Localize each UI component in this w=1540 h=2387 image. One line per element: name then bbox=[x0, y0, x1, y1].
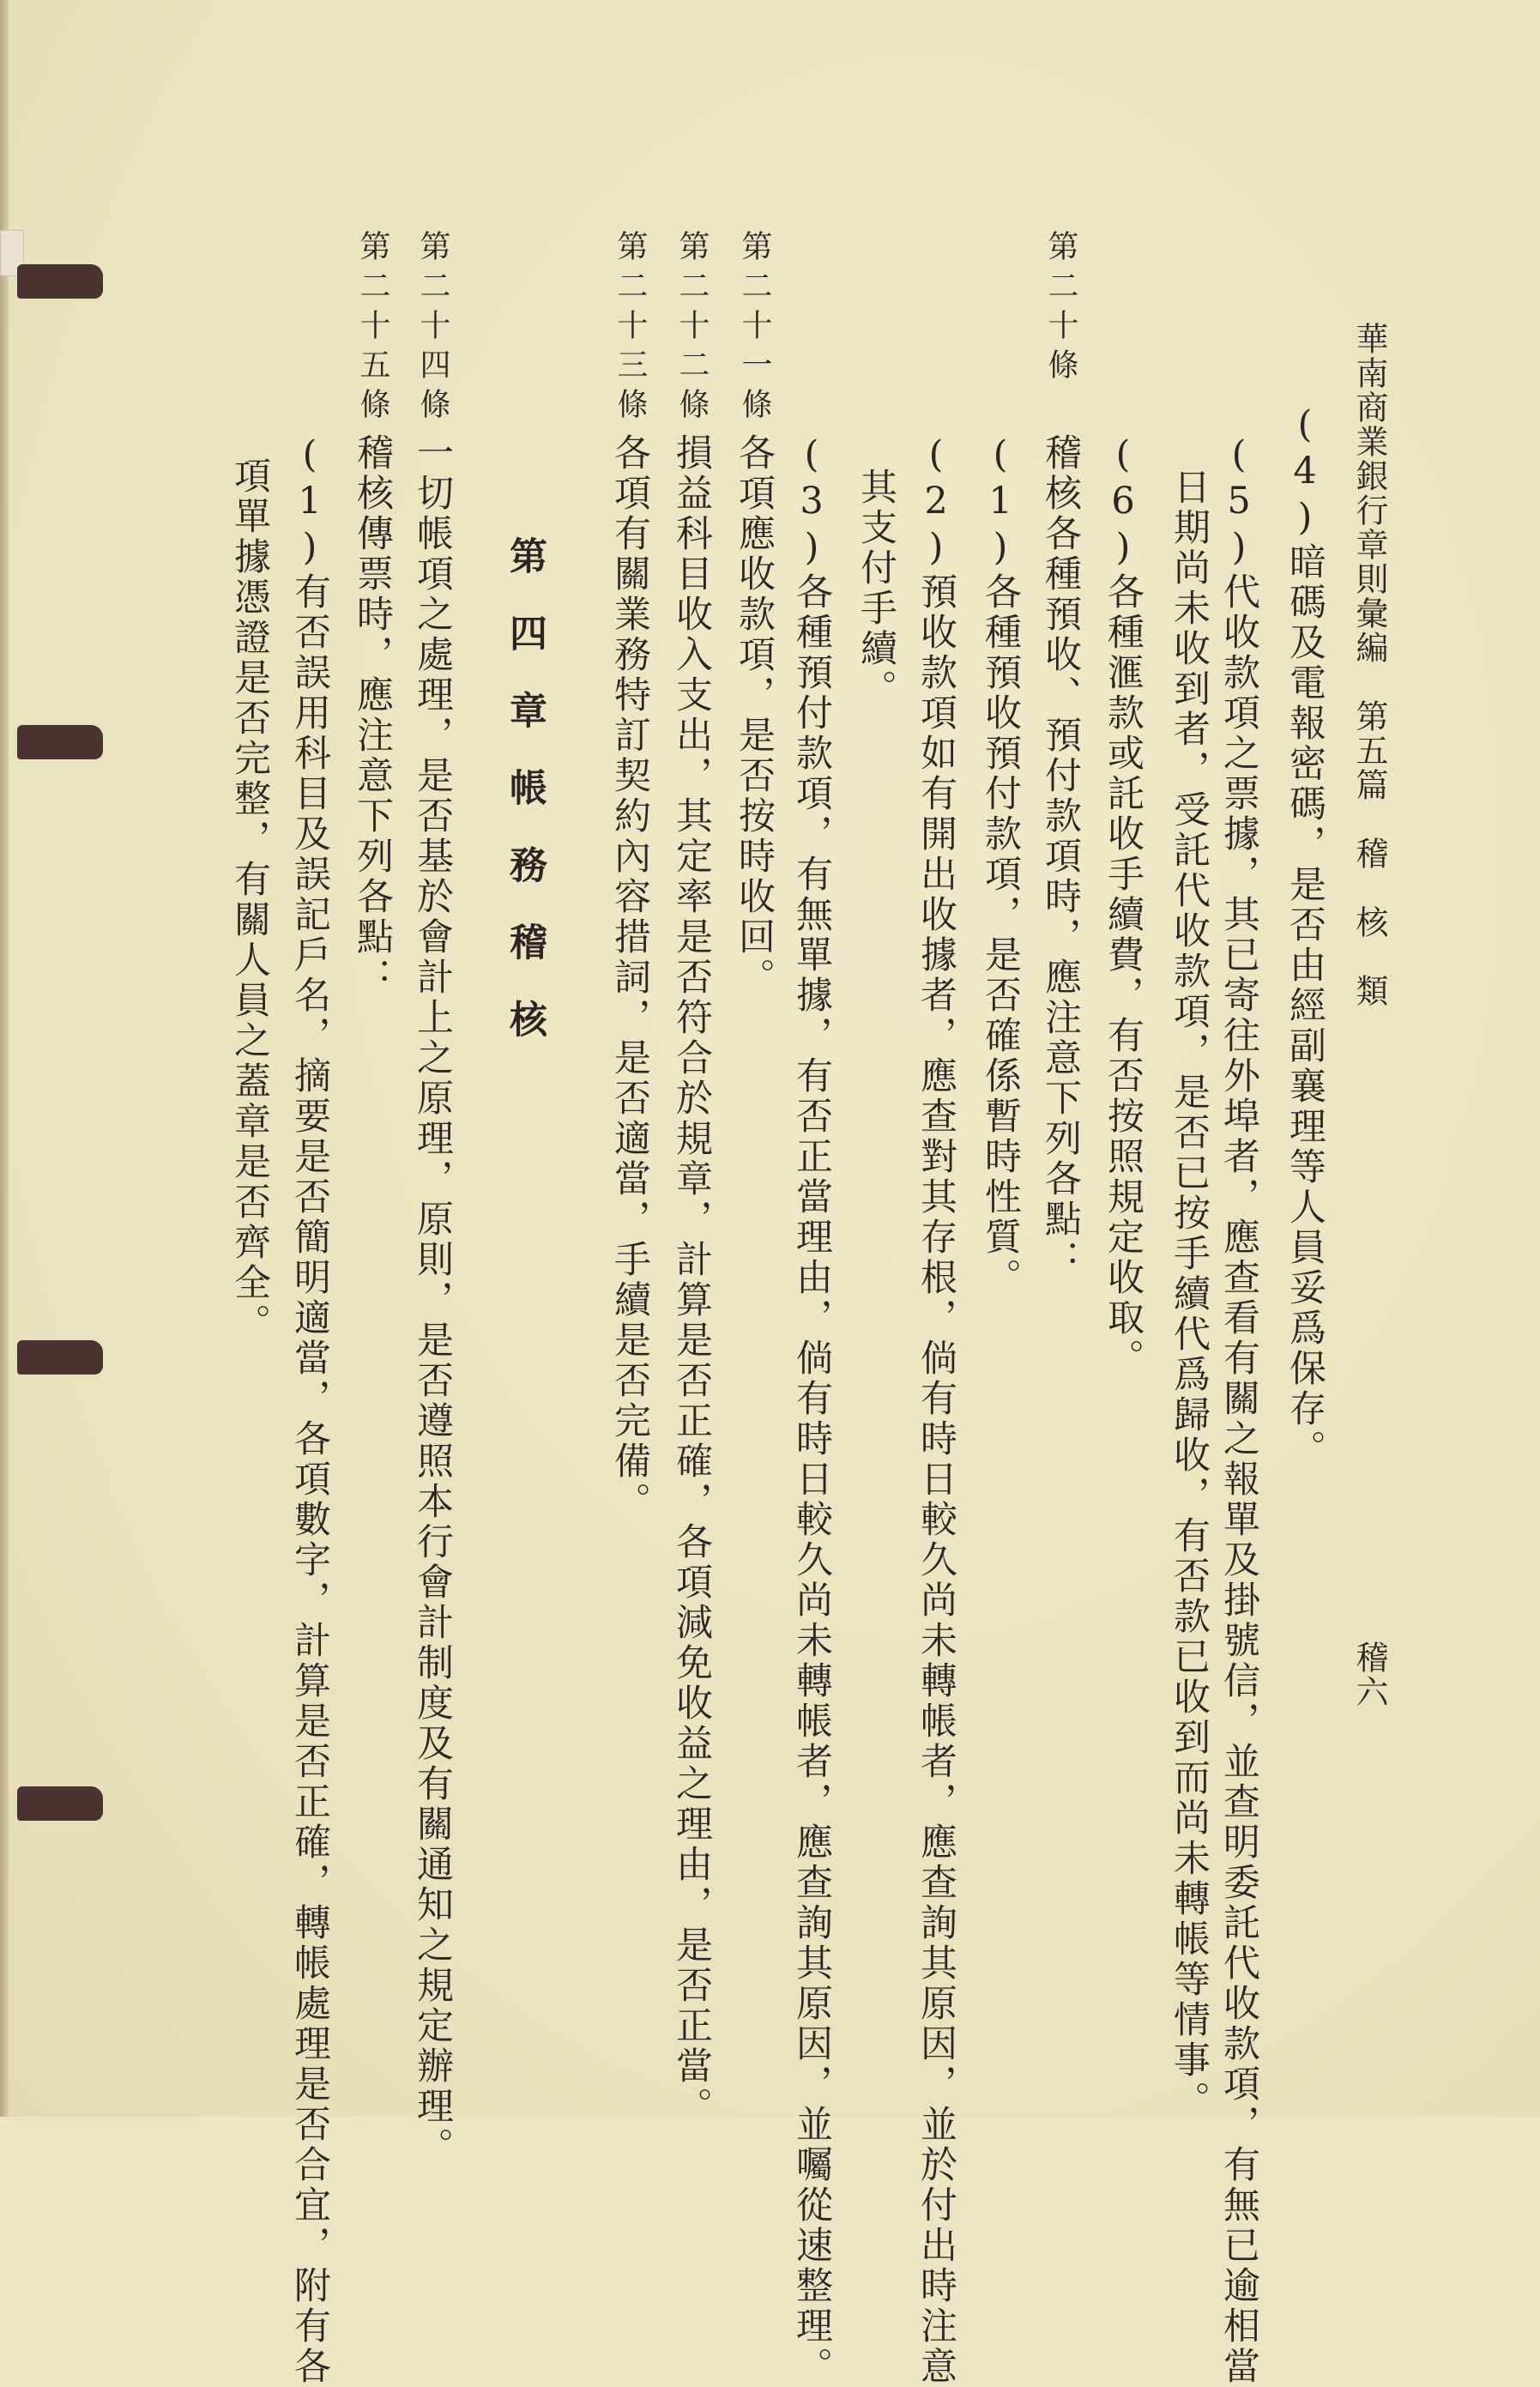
article-23-label: 第二十三條 bbox=[613, 230, 648, 427]
article-24-label: 第二十四條 bbox=[415, 230, 450, 427]
article-22-label: 第二十二條 bbox=[674, 230, 710, 427]
binding-spine bbox=[0, 0, 9, 2117]
running-header bbox=[1347, 322, 1392, 1008]
article-24-text: 一切帳項之處理，是否基於會計上之原理，原則，是否遵照本行會計制度及有關通知之規定辦理。 bbox=[411, 433, 454, 2167]
item-6: (6)各種滙款或託收手續費，有否按照規定收取。 bbox=[1102, 433, 1144, 1379]
chapter-4-heading: 第四章帳務稽核 bbox=[503, 536, 547, 1077]
article-22-text: 損益科目收入支出，其定率是否符合於規章，計算是否正確，各項減免收益之理由，是否正當。 bbox=[670, 433, 713, 2127]
header-part: 第五篇 bbox=[1350, 699, 1388, 802]
article-25-item-1-line1: (1)有否誤用科目及誤記戶名，摘要是否簡明適當，各項數字，計算是否正確，轉帳處理是否合宜，附有各 bbox=[288, 433, 331, 2387]
item-4: (4)暗碼及電報密碼，是否由經副襄理等人員妥爲保存。 bbox=[1283, 403, 1326, 1470]
item-5-line1: (5)代收款項之票據，其已寄往外埠者，應查看有關之報單及掛號信，並查明委託代收款項，有無已逾相當 bbox=[1217, 433, 1260, 2387]
article-20-item-2-line2: 其支付手續。 bbox=[855, 468, 897, 710]
header-title: 華南商業銀行章則彙編 bbox=[1350, 322, 1388, 665]
article-20-item-3: (3)各種預付款項，有無單據，有否正當理由，倘有時日較久尚未轉帳者，應查詢其原因，並囑從速整理。 bbox=[790, 433, 833, 2387]
article-20-item-2-line1: (2)預收款項如有開出收據者，應查對其存根，倘有時日較久尚未轉帳者，應查詢其原因，並於付出時注意 bbox=[915, 433, 957, 2387]
binding-hole bbox=[17, 1340, 103, 1375]
article-20-label: 第二十條 bbox=[1043, 230, 1078, 388]
item-5-line2: 日期尚未收到者，受託代收款項，是否已按手續代爲歸收，有否款已收到而尚未轉帳等情事。 bbox=[1168, 468, 1211, 2121]
page-number: 稽六 bbox=[1350, 1641, 1388, 1709]
article-25-text: 稽核傳票時，應注意下列各點： bbox=[351, 433, 394, 998]
binding-hole bbox=[17, 1786, 103, 1821]
article-23-text: 各項有關業務特訂契約內容措詞，是否適當，手續是否完備。 bbox=[608, 433, 651, 1522]
article-21-text: 各項應收款項，是否按時收回。 bbox=[733, 433, 776, 998]
binding-hole bbox=[17, 725, 103, 759]
article-25-item-1-line2: 項單據憑證是否完整，有關人員之蓋章是否齊全。 bbox=[228, 456, 271, 1344]
article-20-text: 稽核各種預收、預付款項時，應注意下列各點： bbox=[1039, 433, 1082, 1280]
article-20-item-1: (1)各種預收預付款項，是否確係暫時性質。 bbox=[979, 433, 1022, 1298]
binding-hole bbox=[17, 264, 103, 299]
header-section: 稽 核 類 bbox=[1350, 837, 1388, 1008]
article-21-label: 第二十一條 bbox=[737, 230, 772, 427]
article-25-label: 第二十五條 bbox=[355, 230, 390, 427]
